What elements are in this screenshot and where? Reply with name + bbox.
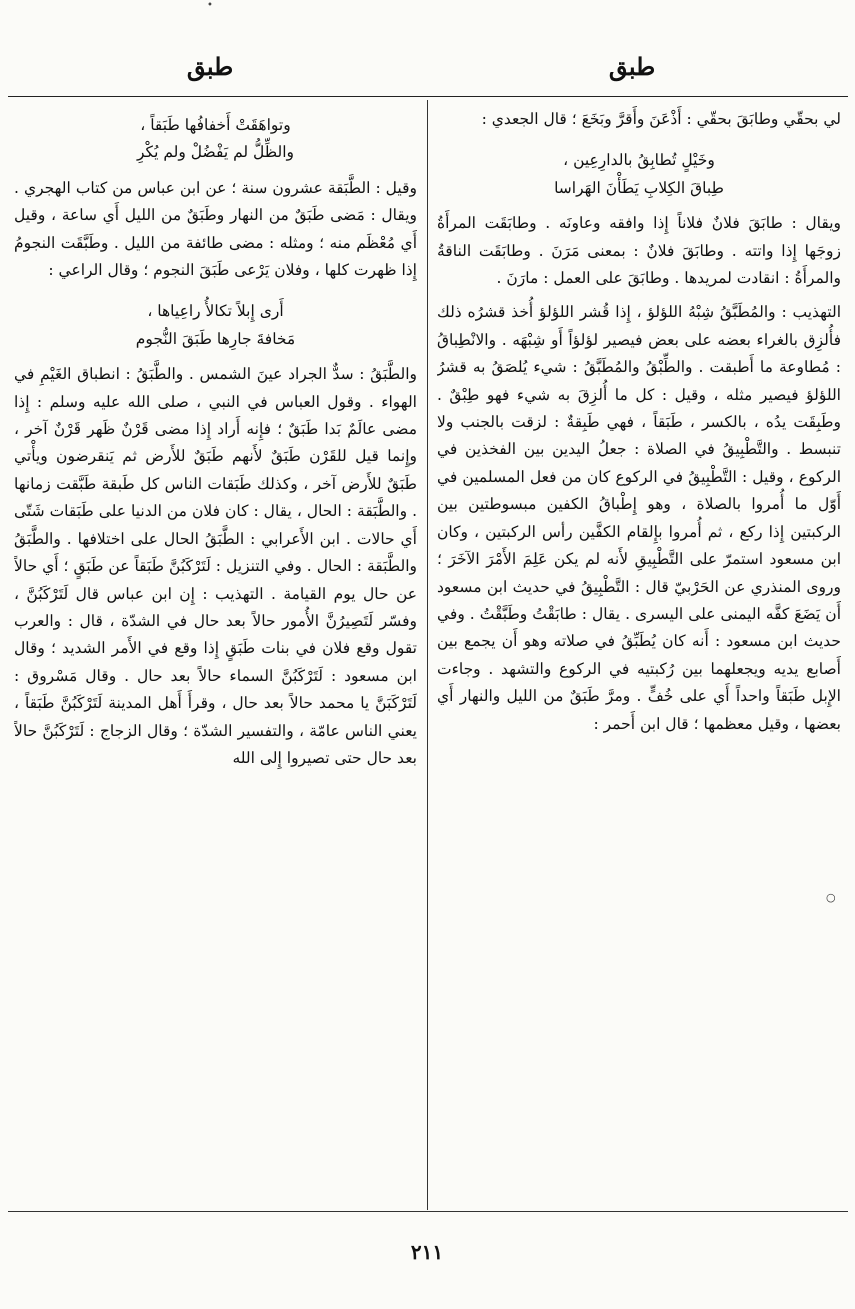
poem-line: والظِّلُّ لم يَفْضُلْ ولم يُكْرِ	[137, 143, 294, 162]
header-entry-right: طبق	[608, 52, 656, 81]
paragraph-tabaq-meanings: والطَّبَقُ : سدٌّ الجراد عينَ الشمس . والطَّبَقُ : انطباق الغَيْمِ في الهواء . وقول العباس في النبي ، صلى الله عليه وسلم : إِذا مضى عالَمٌ بَدا طَبَقٌ ؛ فإِنه أَراد إِذا مضى قَرْنٌ ظَهر قَرْنٌ آخر ، وإِنما قيل للقَرْن طَبَقٌ لأَنهم طَبَقٌ للأَرض ثم يَنقرضون ويأْتي طَبَقٌ للأَرض آخر ، وكذلك طَبَقات الناس كل طَبقة طَبَّقت زمانها . والطَّبَقة : الحال ، يقال : كان فلان من الدنيا على طَبَقات شَتّى أَي حالات . ابن الأَعرابي : الطَّبَقُ الحال على اختلافها . والطَّبَقُ والطَّبَقة : الحال . وفي التنزيل : لَتَرْكَبُنَّ طَبَقاً عن طَبَقٍ ؛ أَي حالاً عن حال يوم القيامة . التهذيب : إِن ابن عباس قال لَتَرْكَبُنَّ ، وفسّر لَتَصِيرُنَّ الأُمور حالاً بعد حال في الشدّة ، قال : والعرب تقول وقع فلان في بنات طَبَقٍ إِذا وقع في الأَمر الشديد ؛ وقال ابن مسعود : لَتَرْكَبُنَّ السماء حالاً بعد حال . وقال مَسْروق : لَتَرْكَبَنَّ يا محمد حالاً بعد حال ، وقرأَ أَهل المدينة لَتَرْكَبُنَّ طَبَقاً ، يعني الناس عامّة ، والتفسير الشدّة ؛ وقال الزجاج : لَتَرْكَبُنَّ حالاً بعد حال حتى تصيروا إِلى الله	[14, 365, 417, 767]
paragraph-tabaqa: ويقال : طابَقَ فلانٌ فلاناً إِذا وافقه وعاونَه . وطابَقَت المرأَةُ زوجَها إِذا واتته . وطابَقَ فلانٌ : بمعنى مَرَنَ . وطابَقَت الناقةُ والمرأَةُ : انقادت لمريدها . وطابَقَ على العمل : مارَنَ .	[437, 214, 841, 288]
paragraph-intro: لي بحقّي وطابَقَ بحقّي : أَذْعَنَ وأَقرَّ وبَخَعَ ؛ قال الجعدي :	[481, 110, 841, 128]
footer-rule	[8, 1211, 848, 1212]
margin-mark: ○	[826, 891, 836, 904]
poem-line: مَخافةَ جارِها طَبَقَ النُّجوم	[135, 329, 296, 348]
column-divider	[427, 100, 428, 1210]
print-speck: •	[207, 0, 213, 11]
page-number: ٢١١	[410, 1240, 444, 1264]
poem-jaadi	[437, 147, 841, 202]
paragraph-tahdhib: التهذيب : والمُطَبَّقُ شِبْهُ اللؤلؤ ، إِذا قُشر اللؤلؤ أُخذ قشرُه ذلك فأُلزِق بالغراء بعضه على بعض فيصير لؤلؤاً أَو شِبْهَه . والانْطِباقُ : مُطاوعة ما أَطبقت . والطِّبْقُ والمُطَبَّقُ : شيء يُلصَقُ به قشرُ اللؤلؤ فيصير مثله ، وقيل : كل ما أُلزِقَ به شيء فهو طِبْقٌ . وطَبِقَت يدُه ، بالكسر ، طَبَقاً ، فهي طَبِقةٌ : لزقت بالجنب ولا تنبسط . والتَّطْبِيقُ في الصلاة : جعلُ اليدين بين الفخذين في الركوع ، وقيل : التَّطْبِيقُ في الركوع كان من فعل المسلمين في أَوّل ما أُمروا بالصلاة ، وهو إِطْباقُ الكفين مبسوطتين بين الركبتين إِذا ركع ، ثم أُمروا بإِلقام الكفَّين رأس الركبتين ، وكان ابن مسعود استمرّ على التَّطْبِيقِ لأَنه لم يكن عَلِمَ الأَمْرَ الآخَرَ ؛ وروى المنذري عن الحَرْبيّ قال : التَّطْبِيقُ في حديث ابن مسعود أَن يَضَعَ كفَّه اليمنى على اليسرى . يقال : طابَقْتُ وطَبَّقْتُ . وفي حديث ابن مسعود : أَنه كان يُطَبِّقُ في صلاته وهو أَن يجمع بين أَصابع يديه ويجعلهما بين رُكبتيه في الركوع والتشهد . وجاءت الإِبل طَبَقاً واحداً أَي على خُفٍّ . ومرَّ طَبَقٌ من الليل والنهار أَي بعضها ، وقيل معظمها ؛ قال ابن أَحمر :	[437, 303, 841, 733]
poem-line: وخَيْلٍ تُطابِقُ بالدارِعِين ،	[563, 151, 715, 170]
poem-line: أَرى إِبلاً تكالأُ راعِياها ،	[147, 302, 284, 321]
header-rule	[8, 96, 848, 97]
left-column	[14, 106, 417, 1206]
poem-continuation	[14, 112, 417, 167]
right-column	[437, 106, 841, 1206]
poem-line: طِباقَ الكِلابِ يَطَأْنَ الهَراسا	[554, 178, 724, 197]
poem-rai	[14, 298, 417, 353]
poem-line: وتواهَقَتْ أَخفافُها طَبَقاً ،	[140, 116, 291, 134]
header-entry-left: طبق	[186, 52, 234, 81]
paragraph-tabaqa-years: وقيل : الطَّبَقة عشرون سنة ؛ عن ابن عباس من كتاب الهجري . ويقال : مَضى طَبَقٌ من النهار وطَبَقٌ من الليل أَي ساعة ، وقيل أَي مُعْظَم منه ؛ ومثله : مضى طائفة من الليل . وطَبَّقَت النجومُ إِذا ظهرت كلها ، وفلان يَرْعى طَبَقَ النجوم ؛ وقال الراعي :	[14, 178, 417, 280]
